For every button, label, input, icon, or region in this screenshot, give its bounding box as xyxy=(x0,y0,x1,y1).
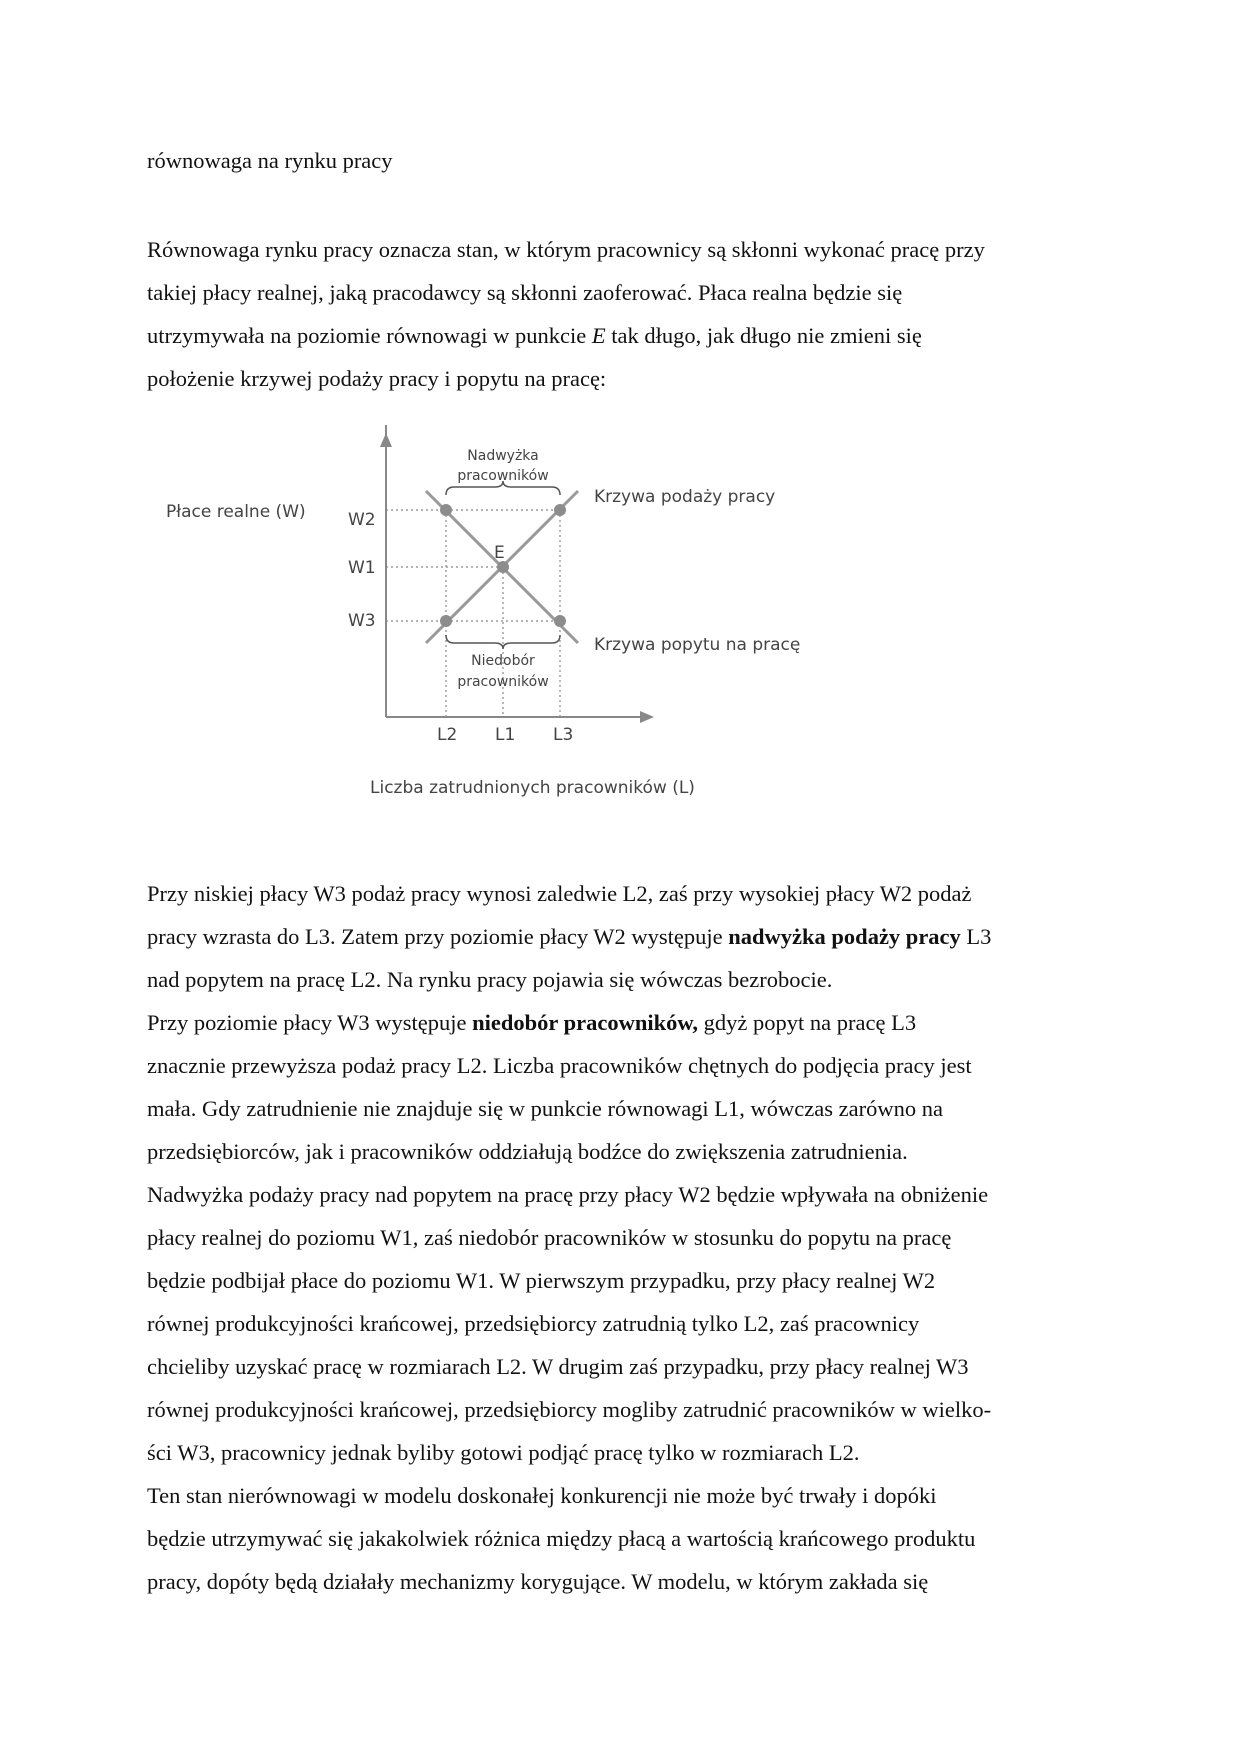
body-line: chcieliby uzyskać pracę w rozmiarach L2. W drugim zaś przypadku, przy płacy realnej W3 xyxy=(147,1354,969,1379)
demand-curve-label: Krzywa popytu na pracę xyxy=(594,635,801,655)
intro-paragraph xyxy=(147,228,1097,400)
body-line: pracy, dopóty będą działały mechanizmy korygujące. W modelu, w którym zakłada się xyxy=(147,1569,929,1594)
l1-tick-label: L1 xyxy=(495,725,516,745)
shortage-label-line2: pracowników xyxy=(457,674,549,690)
point-w2-l2 xyxy=(440,504,452,516)
point-w3-l2 xyxy=(440,615,452,627)
w3-tick-label: W3 xyxy=(348,611,376,631)
equilibrium-point-ref: E xyxy=(591,323,606,348)
labor-market-diagram xyxy=(150,425,850,815)
body-line: równej produkcyjności krańcowej, przedsiębiorcy zatrudnią tylko L2, zaś pracownicy xyxy=(147,1311,920,1336)
shortage-label-line1: Niedobór xyxy=(471,653,535,669)
body-text-run: L3 xyxy=(960,924,992,949)
y-axis-arrow xyxy=(380,433,392,447)
surplus-label-line1: Nadwyżka xyxy=(467,448,539,464)
supply-curve-label: Krzywa podaży pracy xyxy=(594,487,776,507)
point-w2-l3 xyxy=(554,504,566,516)
body-line: nad popytem na pracę L2. Na rynku pracy pojawia się wówczas bezrobocie. xyxy=(147,967,833,992)
body-line: przedsiębiorców, jak i pracowników oddziałują bodźce do zwiększenia zatrudnienia. xyxy=(147,1139,908,1164)
x-axis-arrow xyxy=(640,711,654,723)
w2-tick-label: W2 xyxy=(348,510,376,530)
intro-line xyxy=(147,314,1097,357)
intro-text: utrzymywała na poziomie równowagi w punkcie xyxy=(147,323,592,348)
body-line xyxy=(147,1001,1097,1044)
bold-term-surplus: nadwyżka podaży pracy xyxy=(728,924,961,949)
body-text xyxy=(147,872,1097,1603)
intro-line: położenie krzywej podaży pracy i popytu na pracę: xyxy=(147,366,607,391)
x-axis-label: Liczba zatrudnionych pracowników (L) xyxy=(370,778,695,798)
body-text-run: gdyż popyt na pracę L3 xyxy=(698,1010,917,1035)
body-line: Ten stan nierównowagi w modelu doskonałej konkurencji nie może być trwały i dopóki xyxy=(147,1483,937,1508)
intro-text: tak długo, jak długo nie zmieni się xyxy=(605,323,922,348)
body-line: będzie podbijał płace do poziomu W1. W pierwszym przypadku, przy płacy realnej W2 xyxy=(147,1268,936,1293)
body-line: ści W3, pracownicy jednak byliby gotowi podjąć pracę tylko w rozmiarach L2. xyxy=(147,1440,860,1465)
body-line: będzie utrzymywać się jakakolwiek różnica między płacą a wartością krańcowego produktu xyxy=(147,1526,976,1551)
bold-term-shortage: niedobór pracowników, xyxy=(472,1010,699,1035)
l2-tick-label: L2 xyxy=(437,725,458,745)
body-line: Przy niskiej płacy W3 podaż pracy wynosi zaledwie L2, zaś przy wysokiej płacy W2 podaż xyxy=(147,881,972,906)
diagram-svg xyxy=(150,425,850,815)
body-line: mała. Gdy zatrudnienie nie znajduje się w punkcie równowagi L1, wówczas zarówno na xyxy=(147,1096,943,1121)
intro-line: takiej płacy realnej, jaką pracodawcy są skłonni zaoferować. Płaca realna będzie się xyxy=(147,280,903,305)
body-line: równej produkcyjności krańcowej, przedsiębiorcy mogliby zatrudnić pracowników w wielko- xyxy=(147,1397,992,1422)
l3-tick-label: L3 xyxy=(553,725,574,745)
body-text-run: pracy wzrasta do L3. Zatem przy poziomie płacy W2 występuje xyxy=(147,924,729,949)
point-w3-l3 xyxy=(554,615,566,627)
w1-tick-label: W1 xyxy=(348,558,376,578)
equilibrium-label: E xyxy=(494,543,505,563)
body-line: znacznie przewyższa podaż pracy L2. Liczba pracowników chętnych do podjęcia pracy jest xyxy=(147,1053,972,1078)
page-title: równowaga na rynku pracy xyxy=(147,148,393,173)
body-line: płacy realnej do poziomu W1, zaś niedobór pracowników w stosunku do popytu na pracę xyxy=(147,1225,952,1250)
body-text-run: Przy poziomie płacy W3 występuje xyxy=(147,1010,473,1035)
intro-line: Równowaga rynku pracy oznacza stan, w którym pracownicy są skłonni wykonać pracę przy xyxy=(147,237,985,262)
y-axis-label: Płace realne (W) xyxy=(166,502,306,522)
surplus-label-line2: pracowników xyxy=(457,468,549,484)
body-line: Nadwyżka podaży pracy nad popytem na pracę przy płacy W2 będzie wpływała na obniżenie xyxy=(147,1182,989,1207)
body-line xyxy=(147,915,1097,958)
